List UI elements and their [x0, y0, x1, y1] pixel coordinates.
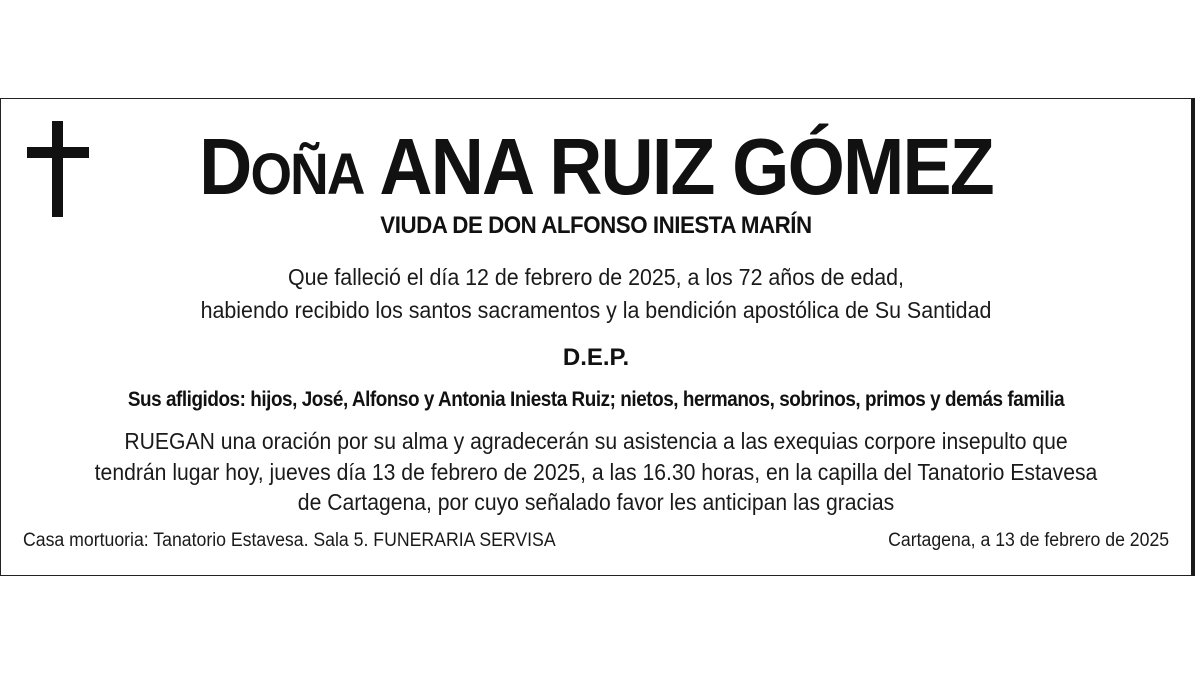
full-name: ANA RUIZ GÓMEZ [379, 122, 993, 211]
ruegan-line-2: tendrán lugar hoy, jueves día 13 de febrero de 2025, a las 16.30 horas, en la capilla del Tanatorio Estavesa [94, 459, 1098, 485]
death-line-2: habiendo recibido los santos sacramentos y la bendición apostólica de Su Santidad [200, 297, 992, 323]
honorific-rest: OÑA [250, 142, 364, 207]
deceased-name [85, 123, 1106, 219]
honorific [199, 122, 363, 211]
obituary-notice [0, 98, 1195, 576]
widow-subtitle: VIUDA DE DON ALFONSO INIESTA MARÍN [380, 212, 812, 239]
funeral-home-info: Casa mortuoria: Tanatorio Estavesa. Sala 5. FUNERARIA SERVISA [23, 530, 556, 551]
death-line-1: Que falleció el día 12 de febrero de 2025, a los 72 años de edad, [287, 264, 905, 290]
family-mourners: Sus afligidos: hijos, José, Alfonso y Antonia Iniesta Ruiz; nietos, hermanos, sobrinos, primos y demás familia [127, 388, 1065, 411]
rip-abbreviation: D.E.P. [562, 344, 630, 371]
ruegan-line-1: RUEGAN una oración por su alma y agradecerán su asistencia a las exequias corpore insepulto que [124, 428, 1068, 454]
latin-cross-icon [27, 121, 89, 217]
ruegan-line-3: de Cartagena, por cuyo señalado favor les anticipan las gracias [297, 489, 895, 515]
honorific-initial: D [199, 122, 251, 211]
place-date: Cartagena, a 13 de febrero de 2025 [888, 530, 1169, 551]
